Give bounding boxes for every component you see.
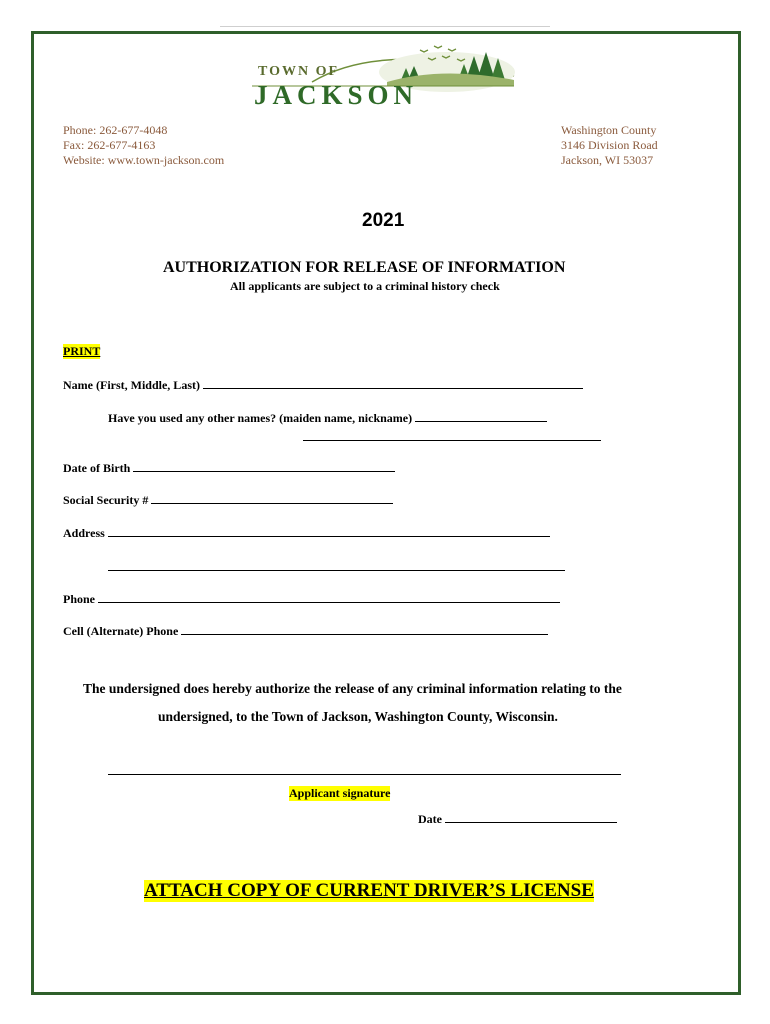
contact-website: Website: www.town-jackson.com (63, 153, 225, 167)
address-input-line[interactable] (108, 525, 550, 537)
address-field (63, 525, 550, 541)
authorization-line-2: undersigned, to the Town of Jackson, Washington County, Wisconsin. (158, 709, 558, 724)
logo-town-text: TOWN OF (258, 64, 340, 79)
town-logo (252, 42, 518, 112)
contact-county: Washington County (561, 123, 657, 137)
contact-right (561, 123, 658, 168)
print-label: PRINT (63, 344, 101, 358)
signature-line[interactable] (108, 762, 621, 775)
cell-field (63, 623, 548, 639)
dob-label: Date of Birth (63, 461, 131, 475)
other-names-field (108, 410, 547, 426)
form-year: 2021 (362, 210, 405, 231)
dob-field (63, 460, 395, 476)
logo-jackson-text: JACKSON (254, 80, 419, 110)
phone-field (63, 591, 560, 607)
date-label: Date (418, 812, 442, 826)
address-input-line-2[interactable] (108, 558, 565, 571)
name-field (63, 377, 583, 393)
ssn-field (63, 492, 393, 508)
top-rule (220, 26, 550, 27)
other-names-input-line[interactable] (415, 410, 547, 422)
ssn-label: Social Security # (63, 493, 149, 507)
form-subtitle: All applicants are subject to a criminal history check (230, 279, 500, 293)
contact-left (63, 123, 224, 168)
cell-input-line[interactable] (181, 623, 548, 635)
attach-license-notice: ATTACH COPY OF CURRENT DRIVER’S LICENSE (144, 880, 594, 901)
name-label: Name (First, Middle, Last) (63, 378, 200, 392)
signature-label: Applicant signature (289, 786, 391, 800)
form-title: AUTHORIZATION FOR RELEASE OF INFORMATION (163, 259, 566, 276)
dob-input-line[interactable] (133, 460, 395, 472)
authorization-line-1: The undersigned does hereby authorize the release of any criminal information relating to the (83, 681, 622, 696)
cell-label: Cell (Alternate) Phone (63, 624, 179, 638)
other-names-input-line-2[interactable] (303, 428, 601, 441)
contact-fax: Fax: 262-677-4163 (63, 138, 156, 152)
contact-road: 3146 Division Road (561, 138, 658, 152)
other-names-label: Have you used any other names? (maiden name, nickname) (108, 411, 413, 425)
ssn-input-line[interactable] (151, 492, 393, 504)
phone-input-line[interactable] (98, 591, 560, 603)
address-label: Address (63, 526, 105, 540)
contact-city: Jackson, WI 53037 (561, 153, 654, 167)
date-input-line[interactable] (445, 811, 617, 823)
phone-label: Phone (63, 592, 96, 606)
contact-phone: Phone: 262-677-4048 (63, 123, 168, 137)
name-input-line[interactable] (203, 377, 583, 389)
date-field (418, 811, 617, 827)
page-border (31, 31, 741, 995)
